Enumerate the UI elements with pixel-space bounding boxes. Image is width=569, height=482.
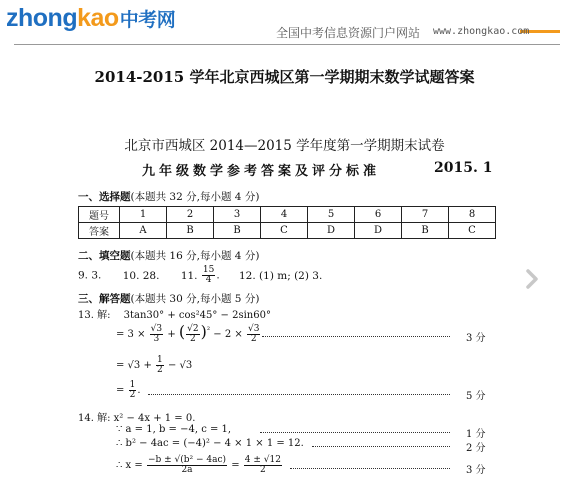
table-row <box>79 223 496 239</box>
step-text: ∴ x = <box>116 460 143 471</box>
table-cell: 8 <box>449 207 496 223</box>
paren-close: ) <box>200 322 207 341</box>
header-divider <box>14 44 560 45</box>
q13-label <box>78 306 271 321</box>
table-cell: 1 <box>120 207 167 223</box>
exam-date: 2015. 1 <box>434 160 493 176</box>
fraction <box>244 456 282 475</box>
fraction-denominator: 2 <box>129 390 136 400</box>
fraction-denominator: 2 <box>260 465 266 475</box>
step-text: − √3 <box>167 360 193 371</box>
answer-q11-suffix: . <box>216 269 220 282</box>
section-fill-heading <box>78 248 259 263</box>
table-cell: D <box>355 223 402 239</box>
fraction-denominator: 2a <box>181 465 193 475</box>
fraction-numerator: √3 <box>247 324 260 334</box>
table-cell: 7 <box>402 207 449 223</box>
q14-line1: ∵ a = 1, b = −4, c = 1, <box>116 424 232 435</box>
q13-expression: 3tan30° + cos²45° − 2sin60° <box>123 310 271 321</box>
step-text: = 3 × <box>116 329 146 340</box>
section-fill-note: (本题共 16 分,每小题 4 分) <box>130 250 260 262</box>
q14-label: 14. 解: x² − 4x + 1 = 0. <box>78 413 196 424</box>
dotted-leader <box>260 432 450 433</box>
step-text: = <box>231 460 240 471</box>
score-label: 2 分 <box>466 443 486 454</box>
score-label: 3 分 <box>466 465 486 476</box>
fill-answers <box>78 266 322 285</box>
q13-step3 <box>116 381 141 400</box>
fraction <box>156 356 164 375</box>
score-label: 5 分 <box>466 391 486 402</box>
answer-q11-prefix: 11. <box>180 269 198 282</box>
fraction-denominator: 4 <box>205 275 212 285</box>
answer-q11-fraction <box>202 266 215 285</box>
exam-subtitle: 九年级数学参考答案及评分标准 <box>142 164 381 179</box>
step-text: − 2 × <box>213 329 243 340</box>
site-url[interactable]: www.zhongkao.com <box>433 26 530 37</box>
dotted-leader <box>290 468 450 469</box>
fraction-denominator: 2 <box>190 334 196 344</box>
score-label: 3 分 <box>466 333 486 344</box>
step-text: = √3 + <box>116 360 152 371</box>
step-text: + <box>167 329 176 340</box>
table-cell: B <box>402 223 449 239</box>
q13-step2 <box>116 356 192 375</box>
section-solve-note: (本题共 30 分,每小题 5 分) <box>130 293 260 305</box>
table-cell: D <box>308 223 355 239</box>
fraction-denominator: 3 <box>153 334 160 344</box>
logo-text-cn: 中考网 <box>119 10 176 31</box>
logo-text-orange: kao <box>77 4 119 32</box>
paren-open: ( <box>178 322 186 341</box>
section-solve-title: 三、解答题 <box>78 293 131 305</box>
table-cell: 6 <box>355 207 402 223</box>
fraction <box>150 325 163 344</box>
answer-table <box>78 206 496 239</box>
q13-label-text: 13. 解: <box>78 310 111 321</box>
table-cell: 答案 <box>79 223 120 239</box>
dotted-leader <box>262 336 450 337</box>
fraction <box>129 381 137 400</box>
answer-q9: 9. 3. <box>78 269 102 282</box>
fraction-numerator: 4 ± √12 <box>244 455 281 465</box>
q14-line3 <box>116 456 283 475</box>
answer-q10: 10. 28. <box>122 269 160 282</box>
table-cell: C <box>449 223 496 239</box>
fraction <box>147 456 227 475</box>
fraction-denominator: 2 <box>157 365 163 375</box>
section-choice-title: 一、选择题 <box>78 191 131 203</box>
q13-step1 <box>116 322 261 344</box>
site-logo[interactable] <box>6 4 175 33</box>
fraction-numerator: 15 <box>202 265 215 275</box>
exam-title: 北京市西城区 2014—2015 学年度第一学期期末试卷 <box>124 138 445 154</box>
table-row <box>79 207 496 223</box>
table-cell: 3 <box>214 207 261 223</box>
fraction-numerator: 1 <box>129 380 136 390</box>
section-choice-heading <box>78 189 259 204</box>
fraction <box>247 325 260 344</box>
table-cell: 5 <box>308 207 355 223</box>
section-fill-title: 二、填空题 <box>78 250 131 262</box>
exponent: ² <box>206 325 211 335</box>
fraction-numerator: 1 <box>157 355 163 365</box>
dotted-leader <box>312 446 450 447</box>
table-cell: 2 <box>167 207 214 223</box>
document-title: 2014-2015 学年北京西城区第一学期期末数学试题答案 <box>94 68 475 86</box>
table-cell: 题号 <box>79 207 120 223</box>
table-cell: B <box>214 223 261 239</box>
step-text: = <box>116 385 125 396</box>
section-solve-heading <box>78 291 259 306</box>
site-tagline: 全国中考信息资源门户网站 <box>276 26 421 40</box>
logo-text-blue: zhong <box>6 4 78 32</box>
fraction-numerator: √2 <box>187 324 199 334</box>
fraction <box>186 325 199 344</box>
section-choice-note: (本题共 32 分,每小题 4 分) <box>130 191 260 203</box>
q14-line2: ∴ b² − 4ac = (−4)² − 4 × 1 × 1 = 12. <box>116 438 304 449</box>
fraction-denominator: 2 <box>250 334 257 344</box>
table-cell: A <box>120 223 167 239</box>
fraction-numerator: √3 <box>150 324 163 334</box>
score-label: 1 分 <box>466 429 486 440</box>
chevron-right-icon[interactable] <box>520 267 544 291</box>
table-cell: B <box>167 223 214 239</box>
table-cell: C <box>261 223 308 239</box>
fraction-numerator: −b ± √(b² − 4ac) <box>147 455 227 465</box>
step-text: . <box>137 385 141 396</box>
dotted-leader <box>148 394 450 395</box>
answer-q12: 12. (1) m; (2) 3. <box>239 269 323 282</box>
table-cell: 4 <box>261 207 308 223</box>
